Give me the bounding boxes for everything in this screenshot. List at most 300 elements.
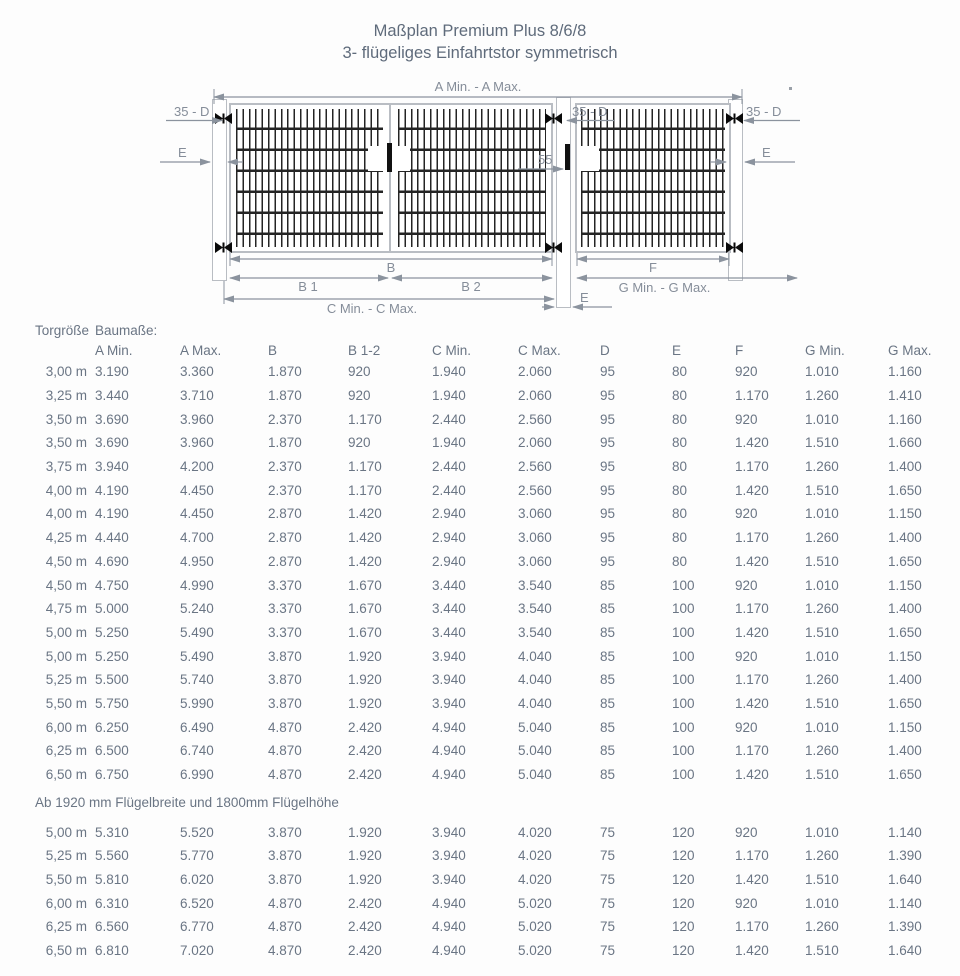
cell-a-min: 5.250 [95, 624, 129, 640]
cell-f: 920 [735, 364, 758, 380]
cell-g-max: 1.160 [888, 411, 922, 427]
cell-a-min: 3.190 [95, 364, 129, 380]
cell-c-max: 4.040 [518, 672, 552, 688]
cell-c-max: 3.540 [518, 577, 552, 593]
col-header-g-min: G Min. [805, 342, 845, 358]
cell-e: 100 [672, 577, 695, 593]
cell-b12: 2.420 [348, 719, 382, 735]
cell-a-min: 3.690 [95, 411, 129, 427]
table-row [35, 915, 960, 939]
cell-e: 80 [672, 459, 688, 475]
cell-f: 920 [735, 506, 758, 522]
dim-label-b2: B 2 [461, 279, 481, 294]
cell-f: 1.420 [735, 482, 769, 498]
cell-g-max: 1.390 [888, 919, 922, 935]
cell-g-max: 1.410 [888, 388, 922, 404]
cell-d: 85 [600, 577, 616, 593]
cell-e: 120 [672, 943, 695, 959]
cell-c-min: 2.940 [432, 553, 466, 569]
dim-label-35d-left: 35 - D [174, 104, 210, 119]
cell-a-max: 6.490 [180, 719, 214, 735]
cell-d: 85 [600, 743, 616, 759]
cell-b: 2.870 [268, 506, 302, 522]
cell-b: 2.370 [268, 459, 302, 475]
cell-e: 80 [672, 553, 688, 569]
cell-f: 1.170 [735, 743, 769, 759]
cell-c-min: 2.940 [432, 506, 466, 522]
cell-a-min: 4.690 [95, 553, 129, 569]
cell-torgroesse: 5,00 m [45, 624, 87, 640]
cell-b: 1.870 [268, 364, 302, 380]
cell-c-min: 4.940 [432, 943, 466, 959]
dim-label-f: F [649, 260, 657, 275]
table-row [35, 360, 960, 384]
cell-d: 85 [600, 601, 616, 617]
cell-f: 920 [735, 648, 758, 664]
cell-c-max: 4.020 [518, 824, 552, 840]
cell-torgroesse: 4,00 m [45, 506, 87, 522]
cell-d: 75 [600, 872, 616, 888]
cell-torgroesse: 3,00 m [45, 364, 87, 380]
cell-b: 2.370 [268, 411, 302, 427]
cell-g-max: 1.150 [888, 719, 922, 735]
cell-g-min: 1.260 [805, 530, 839, 546]
cell-g-max: 1.400 [888, 459, 922, 475]
table-row [35, 844, 960, 868]
cell-d: 75 [600, 824, 616, 840]
cell-g-max: 1.140 [888, 824, 922, 840]
cell-b: 4.870 [268, 919, 302, 935]
cell-c-min: 3.940 [432, 848, 466, 864]
cell-a-min: 6.310 [95, 895, 129, 911]
cell-g-min: 1.010 [805, 411, 839, 427]
cell-c-max: 5.020 [518, 895, 552, 911]
cell-b: 3.870 [268, 695, 302, 711]
dim-label-e-right: E [762, 145, 771, 160]
cell-g-min: 1.010 [805, 506, 839, 522]
cell-e: 120 [672, 848, 695, 864]
cell-b: 2.870 [268, 530, 302, 546]
col-header-torgroesse: Torgröße [35, 322, 90, 338]
cell-g-min: 1.010 [805, 895, 839, 911]
cell-b12: 1.920 [348, 848, 382, 864]
cell-a-min: 6.750 [95, 767, 129, 783]
table-row [35, 502, 960, 526]
cell-a-min: 3.940 [95, 459, 129, 475]
table-row [35, 891, 960, 915]
cell-g-min: 1.260 [805, 743, 839, 759]
dim-label-e-left: E [178, 145, 187, 160]
cell-g-min: 1.260 [805, 919, 839, 935]
cell-f: 920 [735, 719, 758, 735]
cell-b: 4.870 [268, 895, 302, 911]
cell-g-min: 1.260 [805, 388, 839, 404]
cell-e: 80 [672, 364, 688, 380]
cell-d: 95 [600, 411, 616, 427]
table-row [35, 597, 960, 621]
cell-f: 1.420 [735, 872, 769, 888]
cell-torgroesse: 6,25 m [45, 919, 87, 935]
cell-g-max: 1.650 [888, 624, 922, 640]
cell-torgroesse: 4,25 m [45, 530, 87, 546]
col-header-baumasse: Baumaße: [95, 322, 158, 338]
cell-d: 85 [600, 624, 616, 640]
cell-a-max: 4.450 [180, 482, 214, 498]
cell-c-min: 2.440 [432, 411, 466, 427]
cell-a-max: 4.990 [180, 577, 214, 593]
cell-g-min: 1.010 [805, 719, 839, 735]
cell-d: 95 [600, 388, 616, 404]
table-row [35, 739, 960, 763]
cell-f: 1.420 [735, 695, 769, 711]
table-row [35, 763, 960, 787]
cell-g-min: 1.260 [805, 848, 839, 864]
cell-c-max: 2.060 [518, 364, 552, 380]
cell-a-max: 5.770 [180, 848, 214, 864]
cell-a-min: 5.250 [95, 648, 129, 664]
cell-b12: 1.670 [348, 577, 382, 593]
cell-c-min: 3.940 [432, 648, 466, 664]
cell-g-min: 1.510 [805, 482, 839, 498]
col-header-a-min: A Min. [95, 342, 133, 358]
cell-torgroesse: 6,50 m [45, 943, 87, 959]
cell-e: 100 [672, 719, 695, 735]
cell-e: 100 [672, 601, 695, 617]
cell-torgroesse: 6,50 m [45, 767, 87, 783]
cell-d: 85 [600, 672, 616, 688]
table-note: Ab 1920 mm Flügelbreite und 1800mm Flügelhöhe [35, 795, 339, 811]
table-header-row [35, 340, 960, 360]
dim-label-55: 55 [538, 152, 553, 167]
cell-b12: 2.420 [348, 943, 382, 959]
cell-f: 920 [735, 577, 758, 593]
cell-b: 3.370 [268, 624, 302, 640]
cell-b12: 1.170 [348, 482, 382, 498]
cell-b12: 1.670 [348, 601, 382, 617]
cell-torgroesse: 6,00 m [45, 895, 87, 911]
cell-c-max: 4.020 [518, 872, 552, 888]
table-section-2 [35, 820, 960, 962]
cell-f: 1.420 [735, 943, 769, 959]
cell-b12: 1.920 [348, 824, 382, 840]
cell-e: 80 [672, 435, 688, 451]
table-row [35, 939, 960, 963]
cell-c-min: 2.940 [432, 530, 466, 546]
cell-torgroesse: 4,00 m [45, 482, 87, 498]
cell-c-min: 4.940 [432, 719, 466, 735]
cell-c-max: 2.060 [518, 388, 552, 404]
cell-d: 75 [600, 895, 616, 911]
cell-f: 1.170 [735, 530, 769, 546]
cell-d: 95 [600, 435, 616, 451]
page-title: Maßplan Premium Plus 8/6/8 [373, 22, 587, 40]
cell-c-min: 4.940 [432, 895, 466, 911]
cell-torgroesse: 5,50 m [45, 872, 87, 888]
cell-b12: 1.170 [348, 411, 382, 427]
cell-a-min: 3.440 [95, 388, 129, 404]
table-section-1 [35, 360, 960, 786]
table-row [35, 668, 960, 692]
col-header-d: D [600, 342, 610, 358]
cell-c-min: 3.440 [432, 624, 466, 640]
cell-a-max: 5.490 [180, 648, 214, 664]
cell-torgroesse: 6,25 m [45, 743, 87, 759]
cell-b12: 1.920 [348, 695, 382, 711]
cell-g-max: 1.660 [888, 435, 922, 451]
cell-c-max: 3.060 [518, 530, 552, 546]
col-header-g-max: G Max. [888, 342, 932, 358]
cell-a-max: 7.020 [180, 943, 214, 959]
cell-g-min: 1.260 [805, 601, 839, 617]
cell-a-max: 5.240 [180, 601, 214, 617]
cell-c-min: 3.440 [432, 601, 466, 617]
table-row [35, 692, 960, 716]
cell-d: 75 [600, 919, 616, 935]
cell-b: 1.870 [268, 388, 302, 404]
cell-b: 4.870 [268, 943, 302, 959]
speck-artifact [789, 87, 792, 90]
cell-f: 920 [735, 895, 758, 911]
cell-g-max: 1.650 [888, 695, 922, 711]
cell-b12: 920 [348, 435, 371, 451]
cell-f: 1.420 [735, 624, 769, 640]
cell-g-max: 1.650 [888, 482, 922, 498]
table-group-header-row [35, 320, 960, 340]
cell-b12: 1.420 [348, 553, 382, 569]
cell-b12: 1.420 [348, 530, 382, 546]
cell-c-max: 4.020 [518, 848, 552, 864]
cell-g-min: 1.510 [805, 943, 839, 959]
cell-e: 120 [672, 895, 695, 911]
col-header-a-max: A Max. [180, 342, 222, 358]
cell-b12: 1.420 [348, 506, 382, 522]
dim-label-35d-mid: 35 - D [572, 104, 608, 119]
cell-b12: 1.670 [348, 624, 382, 640]
cell-g-max: 1.640 [888, 872, 922, 888]
cell-e: 100 [672, 672, 695, 688]
col-header-b12: B 1-2 [348, 342, 381, 358]
cell-b: 3.370 [268, 601, 302, 617]
cell-c-min: 3.940 [432, 695, 466, 711]
cell-torgroesse: 3,50 m [45, 435, 87, 451]
cell-torgroesse: 4,50 m [45, 577, 87, 593]
table-row [35, 431, 960, 455]
cell-b12: 2.420 [348, 919, 382, 935]
cell-b12: 920 [348, 364, 371, 380]
cell-d: 95 [600, 530, 616, 546]
cell-c-min: 1.940 [432, 388, 466, 404]
cell-a-min: 5.750 [95, 695, 129, 711]
cell-d: 95 [600, 459, 616, 475]
cell-torgroesse: 4,75 m [45, 601, 87, 617]
cell-g-min: 1.510 [805, 695, 839, 711]
cell-a-max: 6.770 [180, 919, 214, 935]
cell-g-max: 1.400 [888, 743, 922, 759]
cell-d: 85 [600, 648, 616, 664]
cell-d: 85 [600, 719, 616, 735]
table-row [35, 644, 960, 668]
cell-b12: 1.170 [348, 459, 382, 475]
page-subtitle: 3- flügeliges Einfahrtstor symmetrisch [342, 43, 618, 62]
table-row [35, 526, 960, 550]
cell-a-max: 6.020 [180, 872, 214, 888]
cell-e: 100 [672, 743, 695, 759]
cell-d: 95 [600, 364, 616, 380]
cell-g-min: 1.510 [805, 872, 839, 888]
cell-g-min: 1.010 [805, 824, 839, 840]
cell-b: 3.870 [268, 648, 302, 664]
cell-c-min: 4.940 [432, 743, 466, 759]
cell-torgroesse: 5,50 m [45, 695, 87, 711]
cell-c-min: 3.440 [432, 577, 466, 593]
cell-a-min: 4.440 [95, 530, 129, 546]
cell-c-min: 4.940 [432, 767, 466, 783]
table-row [35, 820, 960, 844]
col-header-e: E [672, 342, 682, 358]
cell-b12: 1.920 [348, 648, 382, 664]
table-row [35, 384, 960, 408]
col-header-f: F [735, 342, 744, 358]
cell-torgroesse: 5,25 m [45, 672, 87, 688]
cell-c-min: 2.440 [432, 459, 466, 475]
dim-label-e-bottom: E [580, 290, 589, 305]
cell-a-min: 6.500 [95, 743, 129, 759]
table-row [35, 455, 960, 479]
cell-e: 80 [672, 411, 688, 427]
cell-b12: 920 [348, 388, 371, 404]
cell-f: 920 [735, 824, 758, 840]
cell-b: 4.870 [268, 743, 302, 759]
cell-f: 1.170 [735, 388, 769, 404]
dim-label-c: C Min. - C Max. [326, 301, 418, 316]
cell-c-min: 3.940 [432, 872, 466, 888]
cell-a-max: 5.990 [180, 695, 214, 711]
cell-g-min: 1.510 [805, 767, 839, 783]
cell-c-max: 2.060 [518, 435, 552, 451]
cell-f: 1.170 [735, 459, 769, 475]
cell-e: 80 [672, 482, 688, 498]
dim-label-b1: B 1 [298, 279, 318, 294]
cell-f: 1.170 [735, 601, 769, 617]
cell-b: 3.870 [268, 872, 302, 888]
cell-c-min: 1.940 [432, 364, 466, 380]
cell-g-max: 1.150 [888, 506, 922, 522]
cell-a-min: 5.810 [95, 872, 129, 888]
cell-a-min: 4.750 [95, 577, 129, 593]
cell-a-max: 4.200 [180, 459, 214, 475]
cell-c-max: 5.020 [518, 943, 552, 959]
col-header-c-min: C Min. [432, 342, 472, 358]
cell-e: 100 [672, 767, 695, 783]
cell-a-max: 3.960 [180, 435, 214, 451]
cell-a-max: 6.740 [180, 743, 214, 759]
cell-d: 85 [600, 695, 616, 711]
cell-f: 1.170 [735, 848, 769, 864]
table-row [35, 868, 960, 892]
cell-a-max: 4.450 [180, 506, 214, 522]
cell-c-max: 2.560 [518, 482, 552, 498]
cell-d: 95 [600, 482, 616, 498]
cell-c-max: 4.040 [518, 695, 552, 711]
cell-b12: 1.920 [348, 872, 382, 888]
cell-g-max: 1.150 [888, 648, 922, 664]
cell-f: 1.420 [735, 553, 769, 569]
cell-f: 1.420 [735, 435, 769, 451]
cell-a-min: 4.190 [95, 506, 129, 522]
table-row [35, 478, 960, 502]
cell-b: 3.870 [268, 824, 302, 840]
cell-e: 100 [672, 695, 695, 711]
cell-c-max: 5.020 [518, 919, 552, 935]
cell-torgroesse: 3,50 m [45, 411, 87, 427]
cell-c-max: 5.040 [518, 719, 552, 735]
table-row [35, 550, 960, 574]
cell-e: 120 [672, 919, 695, 935]
dimensions-table [35, 320, 960, 963]
cell-c-max: 5.040 [518, 767, 552, 783]
cell-g-max: 1.400 [888, 601, 922, 617]
cell-e: 80 [672, 506, 688, 522]
cell-c-min: 3.940 [432, 824, 466, 840]
col-header-c-max: C Max. [518, 342, 561, 358]
cell-b: 4.870 [268, 719, 302, 735]
cell-g-max: 1.650 [888, 553, 922, 569]
cell-d: 95 [600, 506, 616, 522]
cell-g-max: 1.390 [888, 848, 922, 864]
table-row [35, 573, 960, 597]
cell-b: 1.870 [268, 435, 302, 451]
cell-f: 1.170 [735, 672, 769, 688]
cell-e: 80 [672, 530, 688, 546]
cell-a-min: 5.560 [95, 848, 129, 864]
cell-g-max: 1.160 [888, 364, 922, 380]
cell-d: 85 [600, 767, 616, 783]
cell-a-min: 4.190 [95, 482, 129, 498]
cell-c-min: 4.940 [432, 919, 466, 935]
col-header-b: B [268, 342, 278, 358]
cell-torgroesse: 3,25 m [45, 388, 87, 404]
cell-a-min: 5.310 [95, 824, 129, 840]
cell-g-min: 1.260 [805, 672, 839, 688]
cell-e: 100 [672, 648, 695, 664]
cell-g-min: 1.010 [805, 577, 839, 593]
cell-c-max: 2.560 [518, 411, 552, 427]
cell-a-max: 3.960 [180, 411, 214, 427]
dim-label-b: B [386, 260, 396, 275]
cell-e: 100 [672, 624, 695, 640]
cell-g-min: 1.510 [805, 553, 839, 569]
cell-a-max: 3.710 [180, 388, 214, 404]
cell-a-min: 3.690 [95, 435, 129, 451]
cell-g-max: 1.140 [888, 895, 922, 911]
cell-a-min: 6.560 [95, 919, 129, 935]
cell-a-max: 5.490 [180, 624, 214, 640]
cell-a-max: 4.950 [180, 553, 214, 569]
cell-b12: 2.420 [348, 767, 382, 783]
cell-torgroesse: 5,00 m [45, 824, 87, 840]
dim-label-a: A Min. - A Max. [434, 79, 522, 94]
cell-f: 1.170 [735, 919, 769, 935]
cell-f: 920 [735, 411, 758, 427]
dim-label-35d-right: 35 - D [746, 104, 782, 119]
cell-d: 95 [600, 553, 616, 569]
cell-c-max: 2.560 [518, 459, 552, 475]
cell-b: 2.870 [268, 553, 302, 569]
cell-c-max: 3.060 [518, 553, 552, 569]
cell-torgroesse: 5,25 m [45, 848, 87, 864]
cell-b: 3.870 [268, 848, 302, 864]
cell-g-max: 1.650 [888, 767, 922, 783]
